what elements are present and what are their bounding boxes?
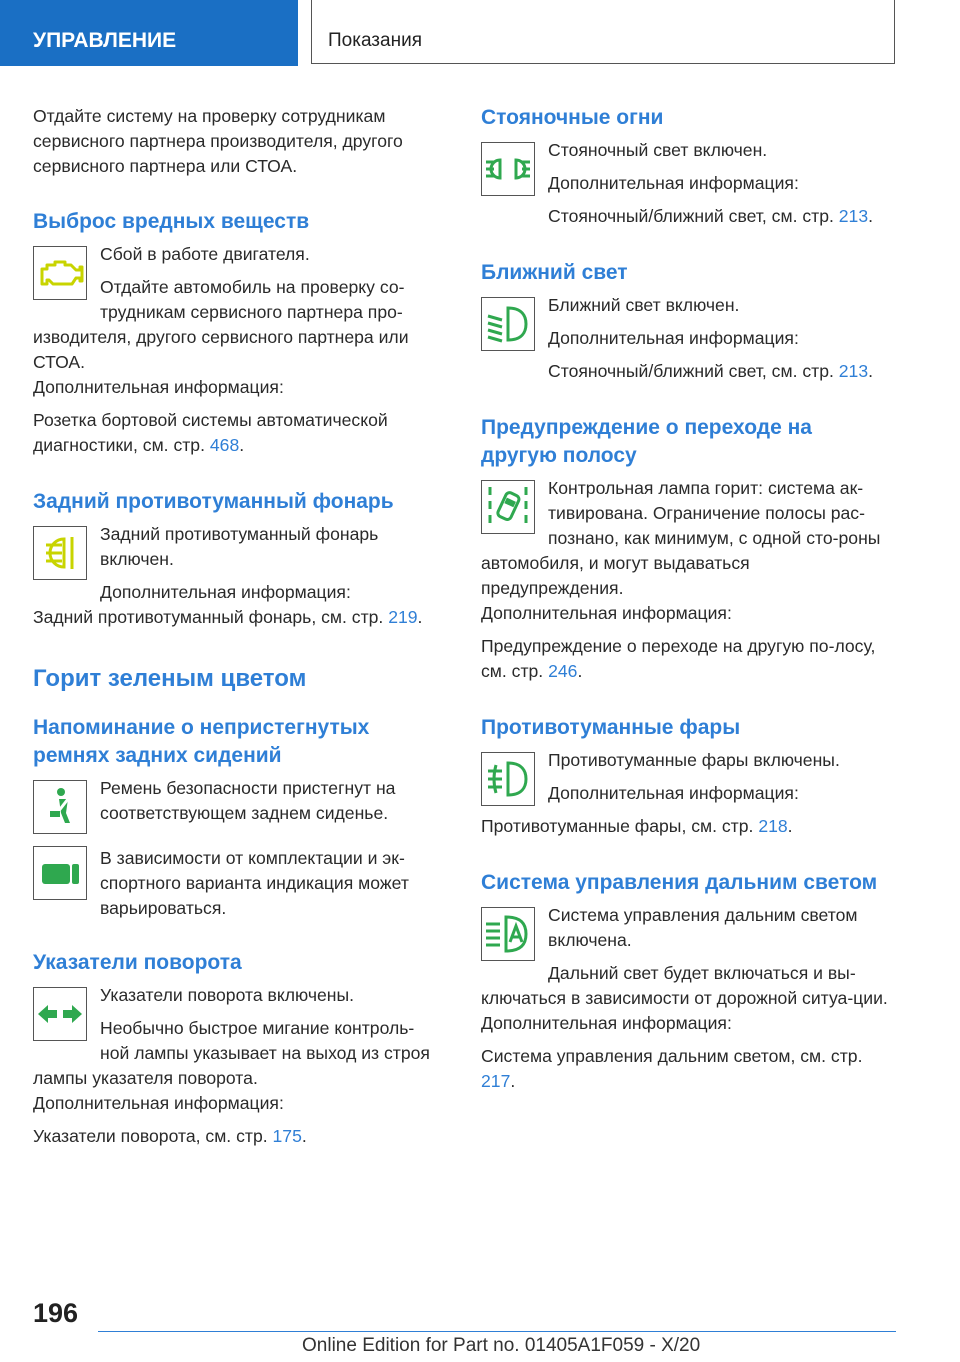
low-beam-text-2: Дополнительная информация: (548, 328, 799, 348)
low-beam-icon (481, 297, 535, 351)
emissions-text-1: Сбой в работе двигателя. (100, 244, 310, 264)
turn-text-2: Необычно быстрое мигание контроль-ной лампы указывает на выход из строя лампы указателя поворота. (33, 1018, 430, 1088)
turn-text-3: Дополнительная информация: (33, 1093, 284, 1113)
page-link-219[interactable]: 219 (388, 607, 418, 627)
rear-seat-icon (33, 846, 87, 900)
high-beam-text-3: Дополнительная информация: (481, 1013, 732, 1033)
fog-heading: Противотуманные фары (481, 716, 741, 739)
belts-heading: Напоминание о непристегнутых ремнях задних сидений (33, 716, 370, 767)
intro-text: Отдайте систему на проверку сотрудникам сервисного партнера производителя, другого сервисного партнера или СТОА. (33, 106, 403, 176)
right-column (481, 104, 891, 1094)
seatbelt-icon (33, 780, 87, 834)
lane-text-2: Дополнительная информация: (481, 603, 732, 623)
parking-text-1: Стояночный свет включен. (548, 140, 768, 160)
turn-text-1: Указатели поворота включены. (100, 985, 355, 1005)
fog-text-2: Дополнительная информация: (548, 783, 799, 803)
footer-edition: Online Edition for Part no. 01405A1F059 - X/20 (302, 1335, 701, 1356)
lane-text-1: Контрольная лампа горит: система ак-тивирована. Ограничение полосы рас-познано, как минимум, с одной сто-роны автомобиля, и могут выдаваться предупреждения. (481, 478, 881, 598)
belts-text-1: Ремень безопасности пристегнут на соответствующем заднем сиденье. (100, 778, 396, 823)
section-tab: УПРАВЛЕНИЕ (0, 0, 298, 66)
emissions-text-4: Розетка бортовой системы автоматической диагностики, см. стр. 468. (33, 410, 388, 455)
subsection-title: Показания (311, 0, 895, 64)
parking-text-2: Дополнительная информация: (548, 173, 799, 193)
high-beam-text-2: Дальний свет будет включаться и вы-ключаться в зависимости от дорожной ситуа-ции. (481, 963, 888, 1008)
page-link-246[interactable]: 246 (548, 661, 578, 681)
emissions-heading: Выброс вредных веществ (33, 210, 310, 233)
rear-fog-text-2: Дополнительная информация: (100, 582, 351, 602)
turn-signal-icon (33, 987, 87, 1041)
rear-fog-light-icon (33, 526, 87, 580)
lane-text-3: Предупреждение о переходе на другую по-лосу, см. стр. 246. (481, 636, 876, 681)
turn-heading: Указатели поворота (33, 951, 242, 974)
low-beam-text-3: Стояночный/ближний свет, см. стр. 213. (548, 361, 874, 381)
front-fog-light-icon (481, 752, 535, 806)
high-beam-text-4: Система управления дальним светом, см. стр. 217. (481, 1046, 863, 1091)
emissions-text-2: Отдайте автомобиль на проверку со-трудникам сервисного партнера про-изводителя, другого сервисного партнера или СТОА. (33, 277, 409, 372)
page-link-217[interactable]: 217 (481, 1071, 511, 1091)
low-beam-text-1: Ближний свет включен. (548, 295, 740, 315)
parking-heading: Стояночные огни (481, 106, 664, 129)
engine-warning-icon (33, 246, 87, 300)
footer-divider (98, 1331, 896, 1332)
parking-text-3: Стояночный/ближний свет, см. стр. 213. (548, 206, 874, 226)
rear-fog-text-1: Задний противотуманный фонарь включен. (100, 524, 379, 569)
turn-text-4: Указатели поворота, см. стр. 175. (33, 1126, 307, 1146)
belts-text-2: В зависимости от комплектации и эк-спортного варианта индикация может варьироваться. (100, 848, 409, 918)
low-beam-heading: Ближний свет (481, 261, 628, 284)
rear-fog-heading: Задний противотуманный фонарь (33, 490, 394, 513)
high-beam-text-1: Система управления дальним светом включена. (548, 905, 858, 950)
left-column (33, 104, 443, 1149)
parking-light-icon (481, 142, 535, 196)
fog-text-3: Противотуманные фары, см. стр. 218. (481, 816, 793, 836)
page-number: 196 (33, 1298, 79, 1328)
lane-departure-icon (481, 480, 535, 534)
green-heading: Горит зеленым цветом (33, 665, 307, 692)
fog-text-1: Противотуманные фары включены. (548, 750, 840, 770)
high-beam-assistant-icon (481, 907, 535, 961)
page-link-218[interactable]: 218 (758, 816, 788, 836)
page-link-213-b[interactable]: 213 (838, 361, 869, 381)
page-link-213-a[interactable]: 213 (838, 206, 869, 226)
rear-fog-text-3: Задний противотуманный фонарь, см. стр. 219. (33, 607, 423, 627)
emissions-text-3: Дополнительная информация: (33, 377, 284, 397)
high-beam-heading: Система управления дальним светом (481, 871, 878, 894)
page-link-468[interactable]: 468 (209, 435, 240, 455)
lane-heading: Предупреждение о переходе на другую полосу (481, 416, 812, 467)
page-link-175[interactable]: 175 (272, 1126, 302, 1146)
